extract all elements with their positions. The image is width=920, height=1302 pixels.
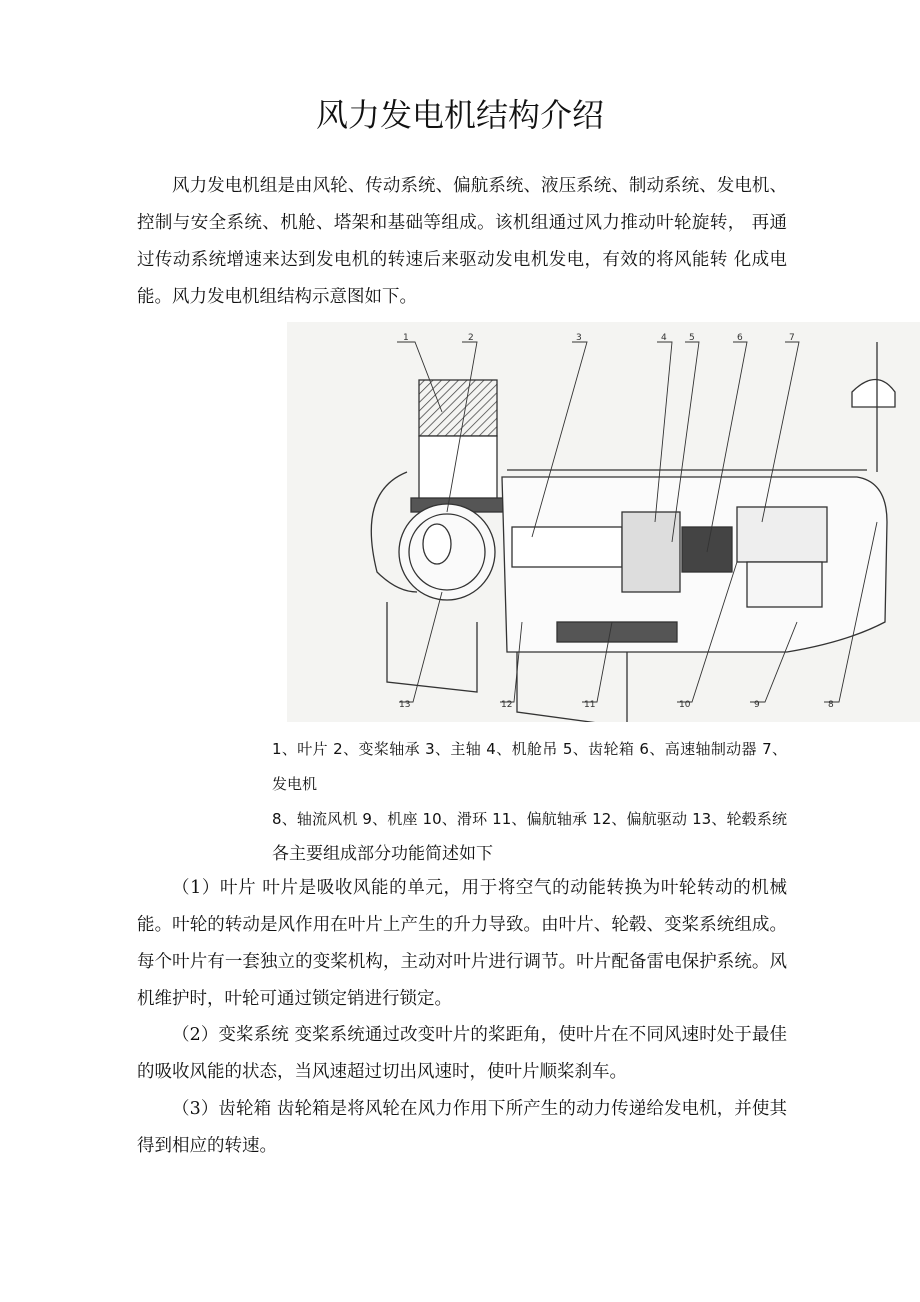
label-7: 7: [789, 333, 795, 343]
label-13: 13: [399, 700, 411, 710]
label-8: 8: [828, 700, 834, 710]
label-9: 9: [754, 700, 760, 710]
label-1: 1: [403, 333, 409, 343]
label-5: 5: [689, 333, 695, 343]
section-gearbox: （3）齿轮箱 齿轮箱是将风轮在风力作用下所产生的动力传递给发电机，并使其得到相应的转速。: [137, 1099, 787, 1156]
figure-caption-line-1: 1、叶片 2、变桨轴承 3、主轴 4、机舱吊 5、齿轮箱 6、高速轴制动器 7、发电机: [272, 740, 787, 793]
caption-legend-2: 8、轴流风机 9、机座 10、滑环 11、偏航轴承 12、偏航驱动 13、轮毂系统: [272, 810, 787, 828]
wind-turbine-structure-diagram: [287, 322, 920, 722]
label-2: 2: [468, 333, 474, 343]
page-title: 风力发电机结构介绍: [315, 96, 604, 134]
label-11: 11: [584, 700, 596, 710]
figure-caption-line-2: [272, 802, 787, 872]
intro-paragraph: 风力发电机组是由风轮、传动系统、偏航系统、液压系统、制动系统、发电机、控制与安全系统、机舱、塔架和基础等组成。该机组通过风力推动叶轮旋转， 再通过传动系统增速来达到发电机的转速后来驱动发电机发电，有效的将风能转 化成电能。风力发电机组结构示意图如下。: [137, 176, 787, 307]
label-3: 3: [576, 333, 582, 343]
label-4: 4: [661, 333, 667, 343]
section-pitch-system: （2）变桨系统 变桨系统通过改变叶片的桨距角，使叶片在不同风速时处于最佳的吸收风能的状态，当风速超过切出风速时，使叶片顺桨刹车。: [137, 1025, 787, 1082]
caption-tail: 各主要组成部分功能简述如下: [272, 844, 493, 864]
section-blade: （1）叶片 叶片是吸收风能的单元，用于将空气的动能转换为叶轮转动的机械能。叶轮的转动是风作用在叶片上产生的升力导致。由叶片、轮毂、变桨系统组成。每个叶片有一套独立的变桨机构，主动对叶片进行调节。叶片配备雷电保护系统。风机维护时，叶轮可通过锁定销进行锁定。: [137, 878, 787, 1009]
label-10: 10: [679, 700, 691, 710]
label-6: 6: [737, 333, 743, 343]
label-12: 12: [501, 700, 513, 710]
